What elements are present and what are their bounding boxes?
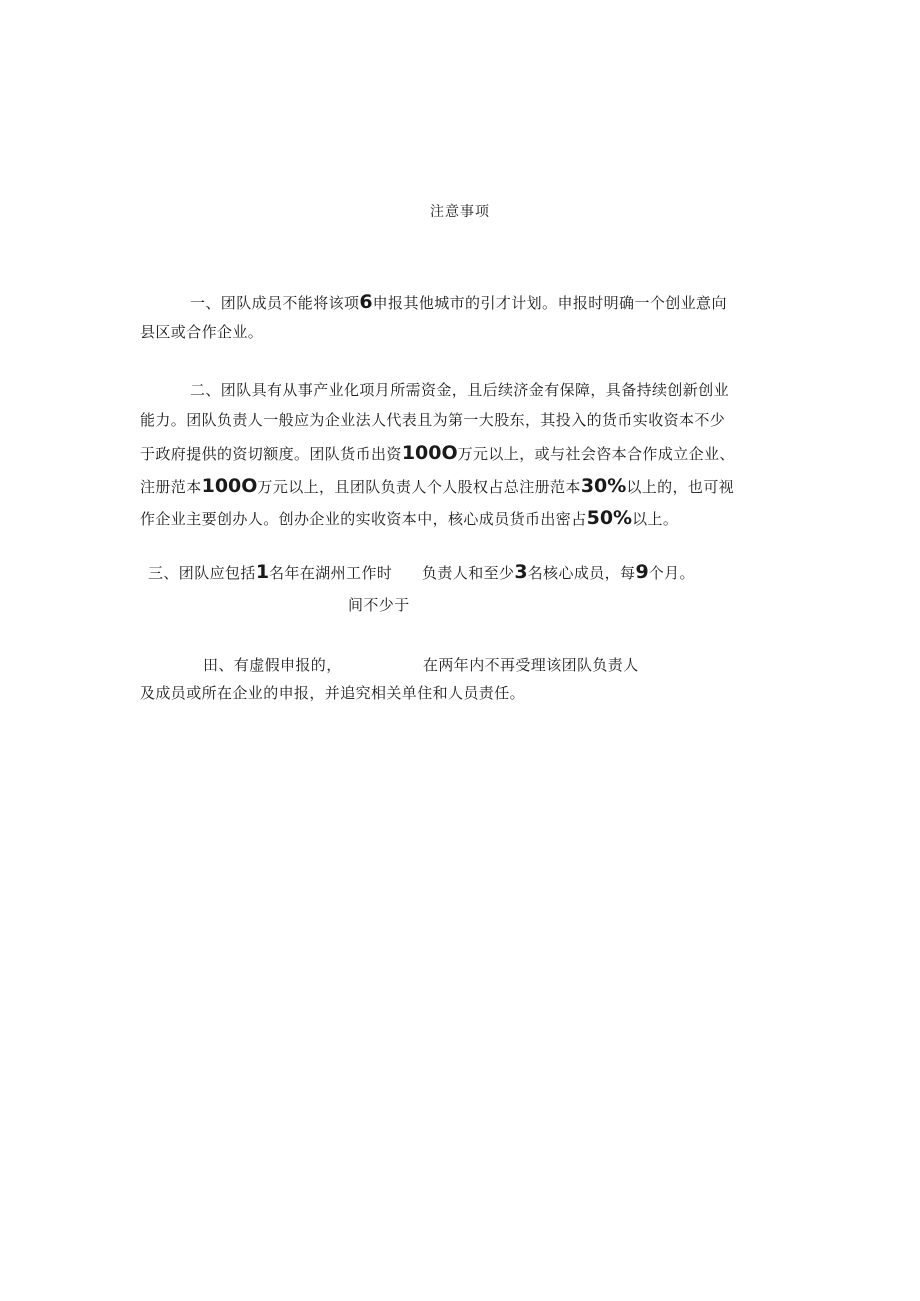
item2-line4-text-c: 以上的，也可视	[626, 478, 735, 496]
item3-text-e: 个月。	[648, 564, 695, 582]
item3-text-b: 名年在湖州工作时	[269, 564, 393, 582]
item3-text-d: 名核心成员，每	[527, 564, 636, 582]
item2-line5-text-a: 作企业主要创办人。创办企业的实收资本中，核心成员货币出密占	[140, 510, 587, 528]
item2-line3-number: 100O	[401, 442, 458, 464]
item1-number: 6	[359, 291, 373, 313]
item3-text-a: 三、团队应包括	[148, 564, 256, 582]
item2-line4-text-b: 万元以上，且团队负责人个人股权占总注册范本	[257, 478, 581, 496]
item2-line5	[140, 508, 678, 529]
item4-line2: 及成员或所在企业的申报，并追究相关单住和人员责任。	[140, 684, 526, 702]
item2-line1: 二、团队具有从事产业化项月所需资金，且后续济金有保障，具备持续创新创业	[190, 381, 730, 399]
item1-line1	[190, 292, 727, 313]
item2-line5-text-b: 以上。	[632, 510, 679, 528]
item3-number3: 9	[635, 561, 649, 583]
item2-line2: 能力。团队负责人一般应为企业法人代表且为第一大股东，其投入的货币实收资本不少	[140, 411, 726, 429]
item2-line4-number1: 100O	[201, 475, 258, 497]
item1-text-a: 一、团队成员不能将该项	[190, 294, 360, 312]
item3-text-c: 负责人和至少	[422, 564, 515, 582]
item4-line1-left: 田、有虚假申报的，	[203, 656, 342, 674]
item1-text-b: 申报其他城市的引才计划。申报时明确一个创业意向	[372, 294, 727, 312]
item2-line4	[140, 476, 734, 497]
item2-line4-text-a: 注册范本	[140, 478, 202, 496]
item3-sub: 间不少于	[348, 596, 410, 614]
item3-number1: 1	[255, 561, 270, 583]
item3-line1	[148, 562, 392, 583]
item1-line2: 县区或合作企业。	[140, 323, 264, 341]
page-title: 注意事项	[430, 204, 490, 220]
item2-line3	[140, 443, 735, 464]
item2-line5-number: 50%	[586, 507, 633, 529]
item2-line3-text-b: 万元以上，或与社会咨本合作成立企业、	[457, 445, 735, 463]
item2-line4-number2: 30%	[580, 475, 627, 497]
item3-number2: 3	[514, 561, 528, 583]
item3-line1-right	[422, 562, 695, 583]
item2-line3-text-a: 于政府提供的资切额度。团队货币出资	[140, 445, 402, 463]
item4-line1-right: 在两年内不再受理该团队负责人	[423, 656, 639, 674]
